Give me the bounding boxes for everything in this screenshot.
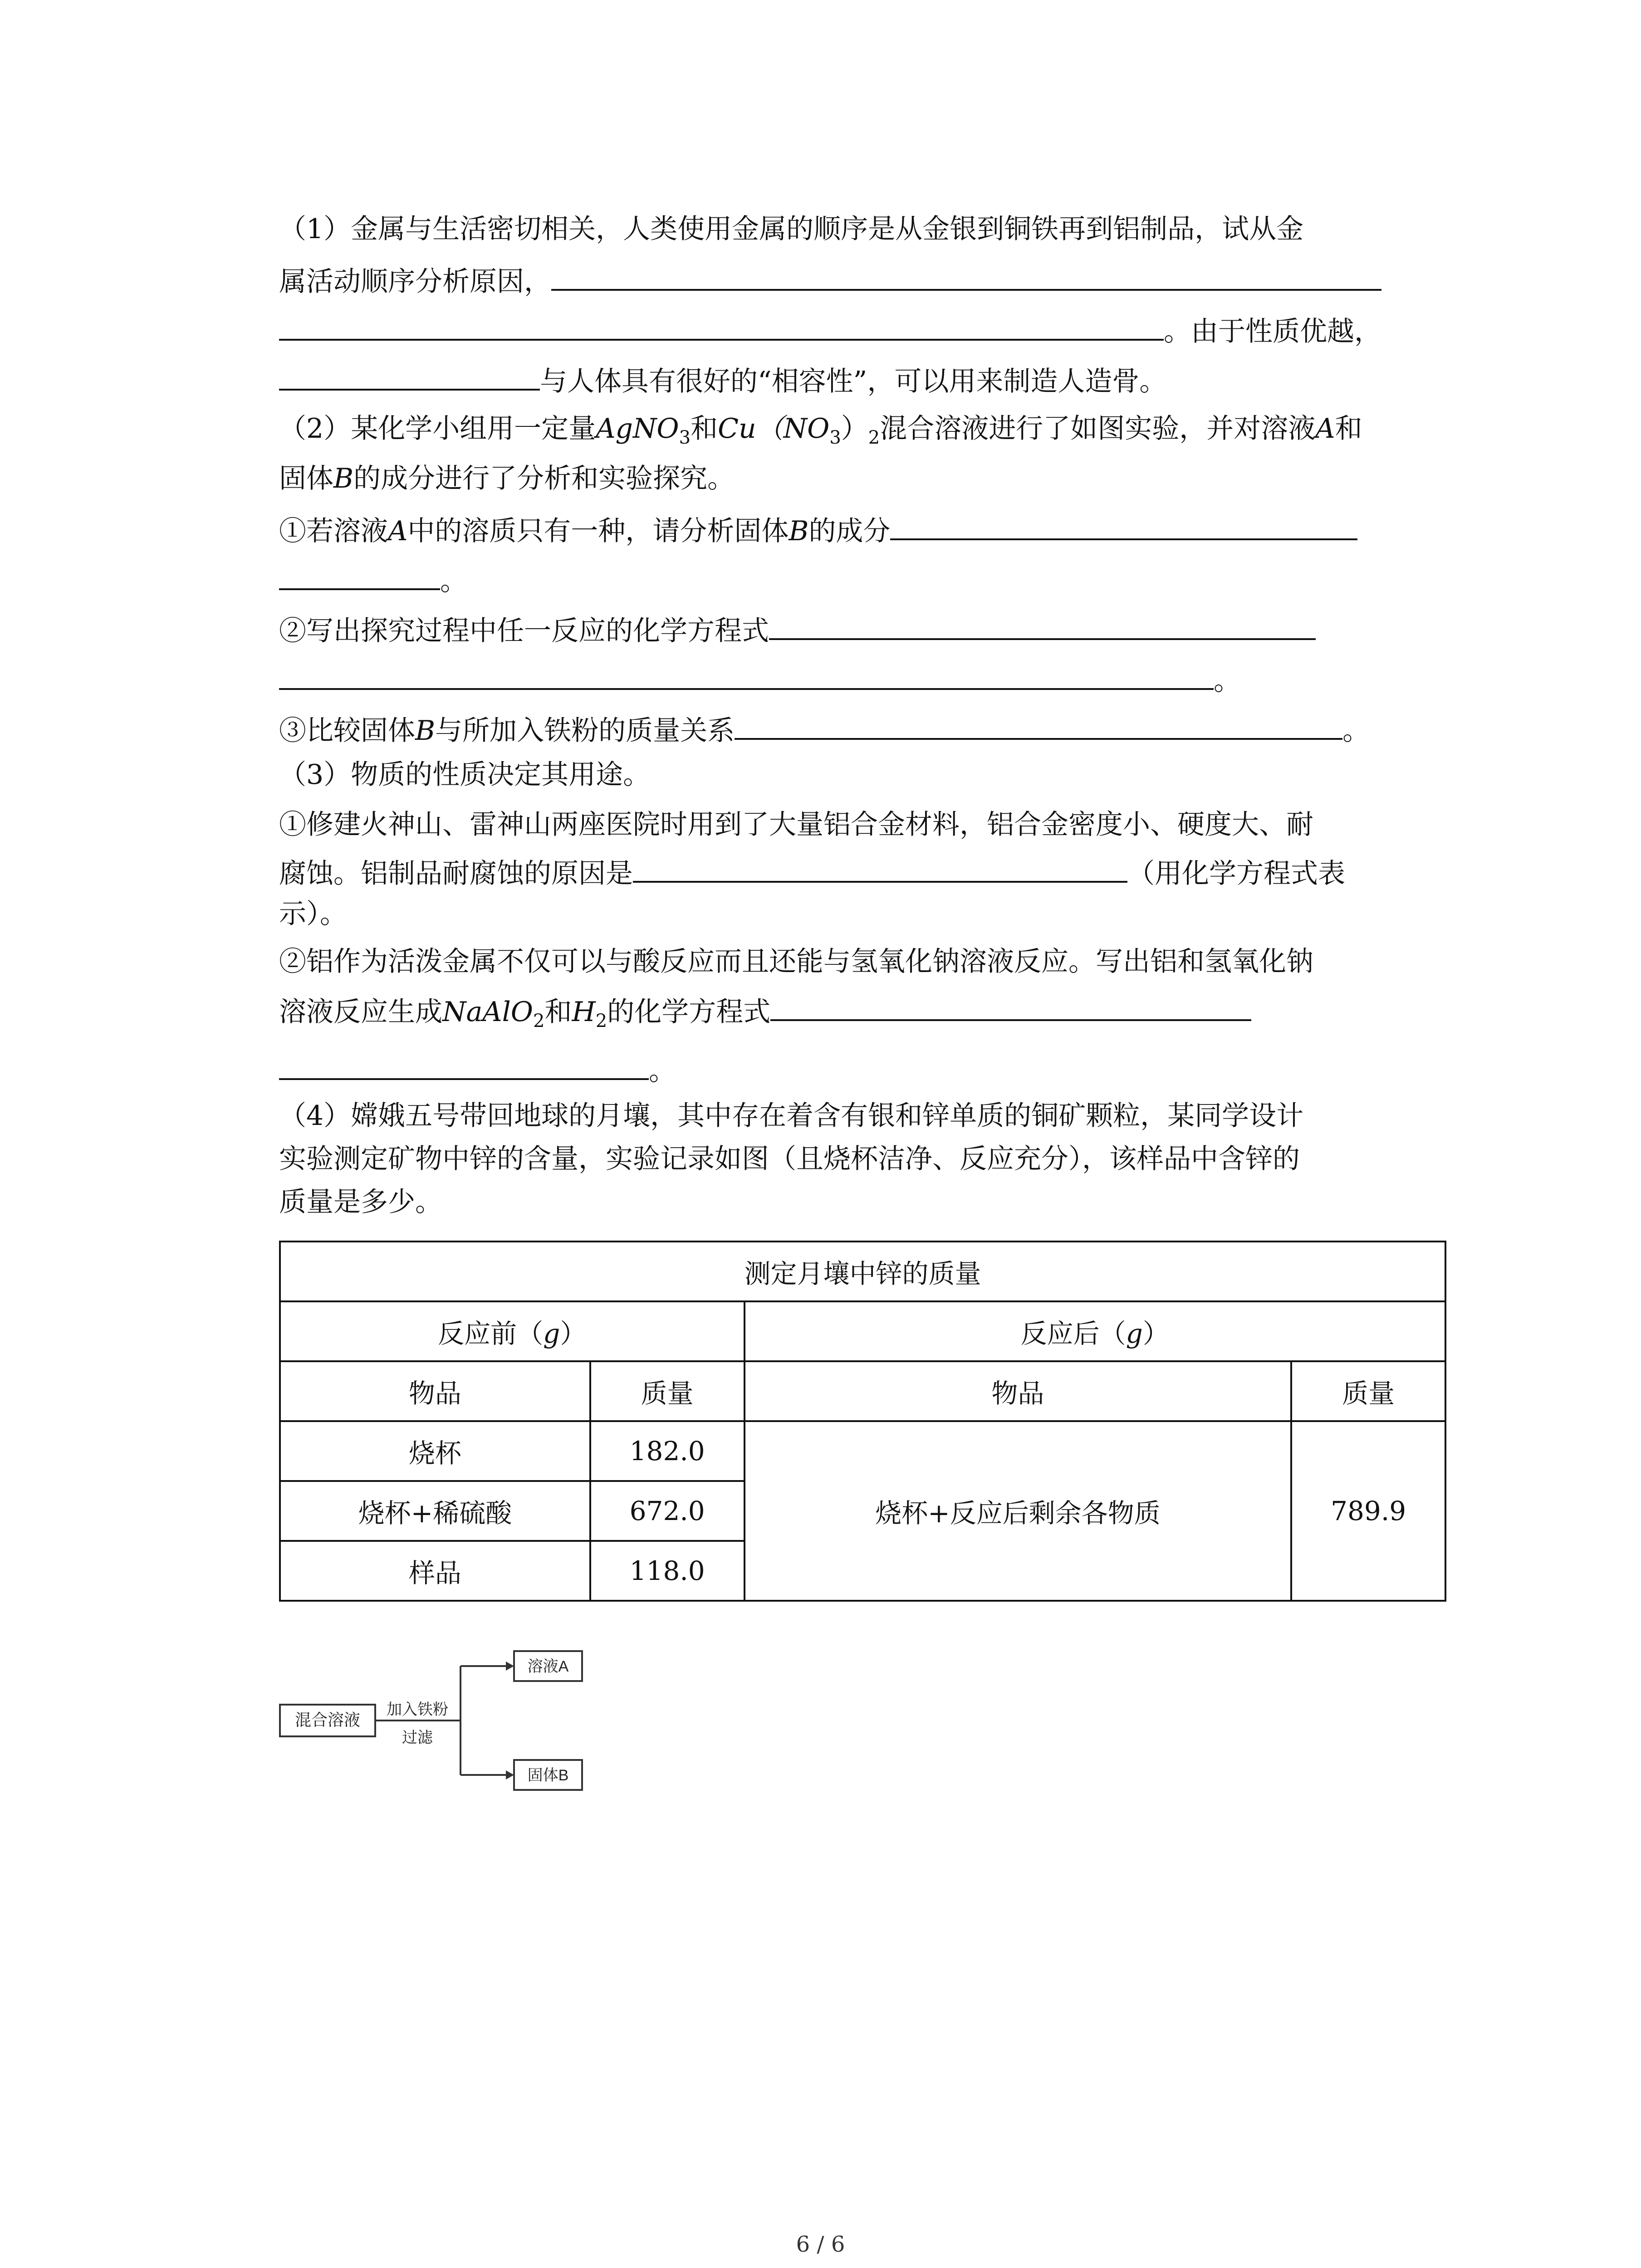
q2-sub-1-cont: 。	[279, 560, 467, 599]
experiment-flow-diagram	[279, 1647, 588, 1801]
q1-answer-blank-3[interactable]	[279, 361, 540, 391]
q3-1-answer-blank[interactable]	[633, 853, 1127, 883]
row-item: 烧杯	[280, 1421, 590, 1481]
q2-sub-3: ③比较固体B与所加入铁粉的质量关系 。	[279, 710, 1370, 749]
q1-line-1: （1）金属与生活密切相关，人类使用金属的顺序是从金银到铜铁再到铝制品，试从金	[279, 213, 1304, 245]
q1-line-4: 与人体具有很好的“相容性”，可以用来制造人造骨。	[279, 361, 1166, 400]
after-item-cell: 烧杯+反应后剩余各物质	[745, 1421, 1292, 1601]
q3-line-1: （3）物质的性质决定其用途。	[279, 759, 651, 791]
q4-line-1: （4）嫦娥五号带回地球的月壤，其中存在着含有银和锌单质的铜矿颗粒，某同学设计	[279, 1100, 1304, 1132]
after-mass-cell: 789.9	[1291, 1421, 1445, 1601]
q2-line-2: 固体B的成分进行了分析和实验探究。	[279, 463, 735, 494]
solid-b-label: 固体B	[527, 1767, 569, 1784]
arrow-head-top	[506, 1662, 514, 1671]
table-title: 测定月壤中锌的质量	[280, 1242, 1445, 1301]
q2-2-answer-blank-a[interactable]	[769, 610, 1316, 640]
row-mass: 672.0	[590, 1481, 745, 1541]
q2-2-answer-blank-b[interactable]	[279, 660, 1214, 690]
before-reaction-header: 反应前（g）	[280, 1301, 745, 1361]
row-mass: 182.0	[590, 1421, 745, 1481]
q3-line-4: 示）。	[279, 898, 347, 930]
q1-line-2: 属活动顺序分析原因，	[279, 261, 1381, 300]
item-header: 物品	[280, 1361, 590, 1421]
mass-header-after: 质量	[1291, 1361, 1445, 1421]
zinc-mass-table	[279, 1241, 1446, 1602]
item-header-after: 物品	[745, 1361, 1292, 1421]
mass-header: 质量	[590, 1361, 745, 1421]
q3-line-7: 。	[279, 1050, 676, 1089]
after-reaction-header: 反应后（g）	[745, 1301, 1446, 1361]
q3-2-answer-blank-a[interactable]	[770, 991, 1251, 1021]
q1-line-3: 。由于性质优越，	[279, 311, 1381, 350]
q1-answer-blank-1[interactable]	[551, 261, 1381, 291]
q3-line-3: 腐蚀。铝制品耐腐蚀的原因是 （用化学方程式表	[279, 853, 1345, 892]
solution-a-label: 溶液A	[527, 1658, 569, 1675]
table-row	[280, 1421, 1445, 1481]
mixed-solution-label: 混合溶液	[294, 1711, 361, 1729]
q2-1-answer-blank-b[interactable]	[279, 560, 440, 590]
table-group-header-row	[280, 1301, 1445, 1361]
add-iron-label: 加入铁粉	[387, 1701, 448, 1718]
row-item: 烧杯+稀硫酸	[280, 1481, 590, 1541]
q2-sub-2-cont: 。	[279, 660, 1241, 699]
table-title-row	[280, 1242, 1445, 1301]
q4-line-3: 质量是多少。	[279, 1186, 442, 1218]
row-item: 样品	[280, 1541, 590, 1601]
q3-line-2: ①修建火神山、雷神山两座医院时用到了大量铝合金材料，铝合金密度小、硬度大、耐	[279, 809, 1313, 841]
q1-answer-blank-2[interactable]	[279, 311, 1164, 341]
q2-line-1: （2）某化学小组用一定量AgNO$_3$和$Cu(NO_3)_2$混合溶液进行了如图实验，并对溶液A和	[279, 413, 1362, 448]
table-column-header-row	[280, 1361, 1445, 1421]
q3-2-answer-blank-b[interactable]	[279, 1050, 649, 1080]
q3-line-5: ②铝作为活泼金属不仅可以与酸反应而且还能与氢氧化钠溶液反应。写出铝和氢氧化钠	[279, 946, 1313, 978]
q2-3-answer-blank[interactable]	[735, 710, 1342, 740]
q3-line-6: 溶液反应生成NaAlO$_2$和$H_2$的化学方程式	[279, 991, 1251, 1039]
arrow-head-bottom	[506, 1770, 514, 1779]
q4-line-2: 实验测定矿物中锌的含量，实验记录如图（且烧杯洁净、反应充分），该样品中含锌的	[279, 1143, 1300, 1175]
row-mass: 118.0	[590, 1541, 745, 1601]
q2-sub-2: ②写出探究过程中任一反应的化学方程式	[279, 610, 1316, 649]
filter-label: 过滤	[402, 1729, 433, 1746]
q2-sub-1: ①若溶液A中的溶质只有一种，请分析固体B的成分	[279, 510, 1357, 549]
page-number: 6 / 6	[796, 2232, 845, 2257]
q2-1-answer-blank-a[interactable]	[890, 510, 1357, 540]
